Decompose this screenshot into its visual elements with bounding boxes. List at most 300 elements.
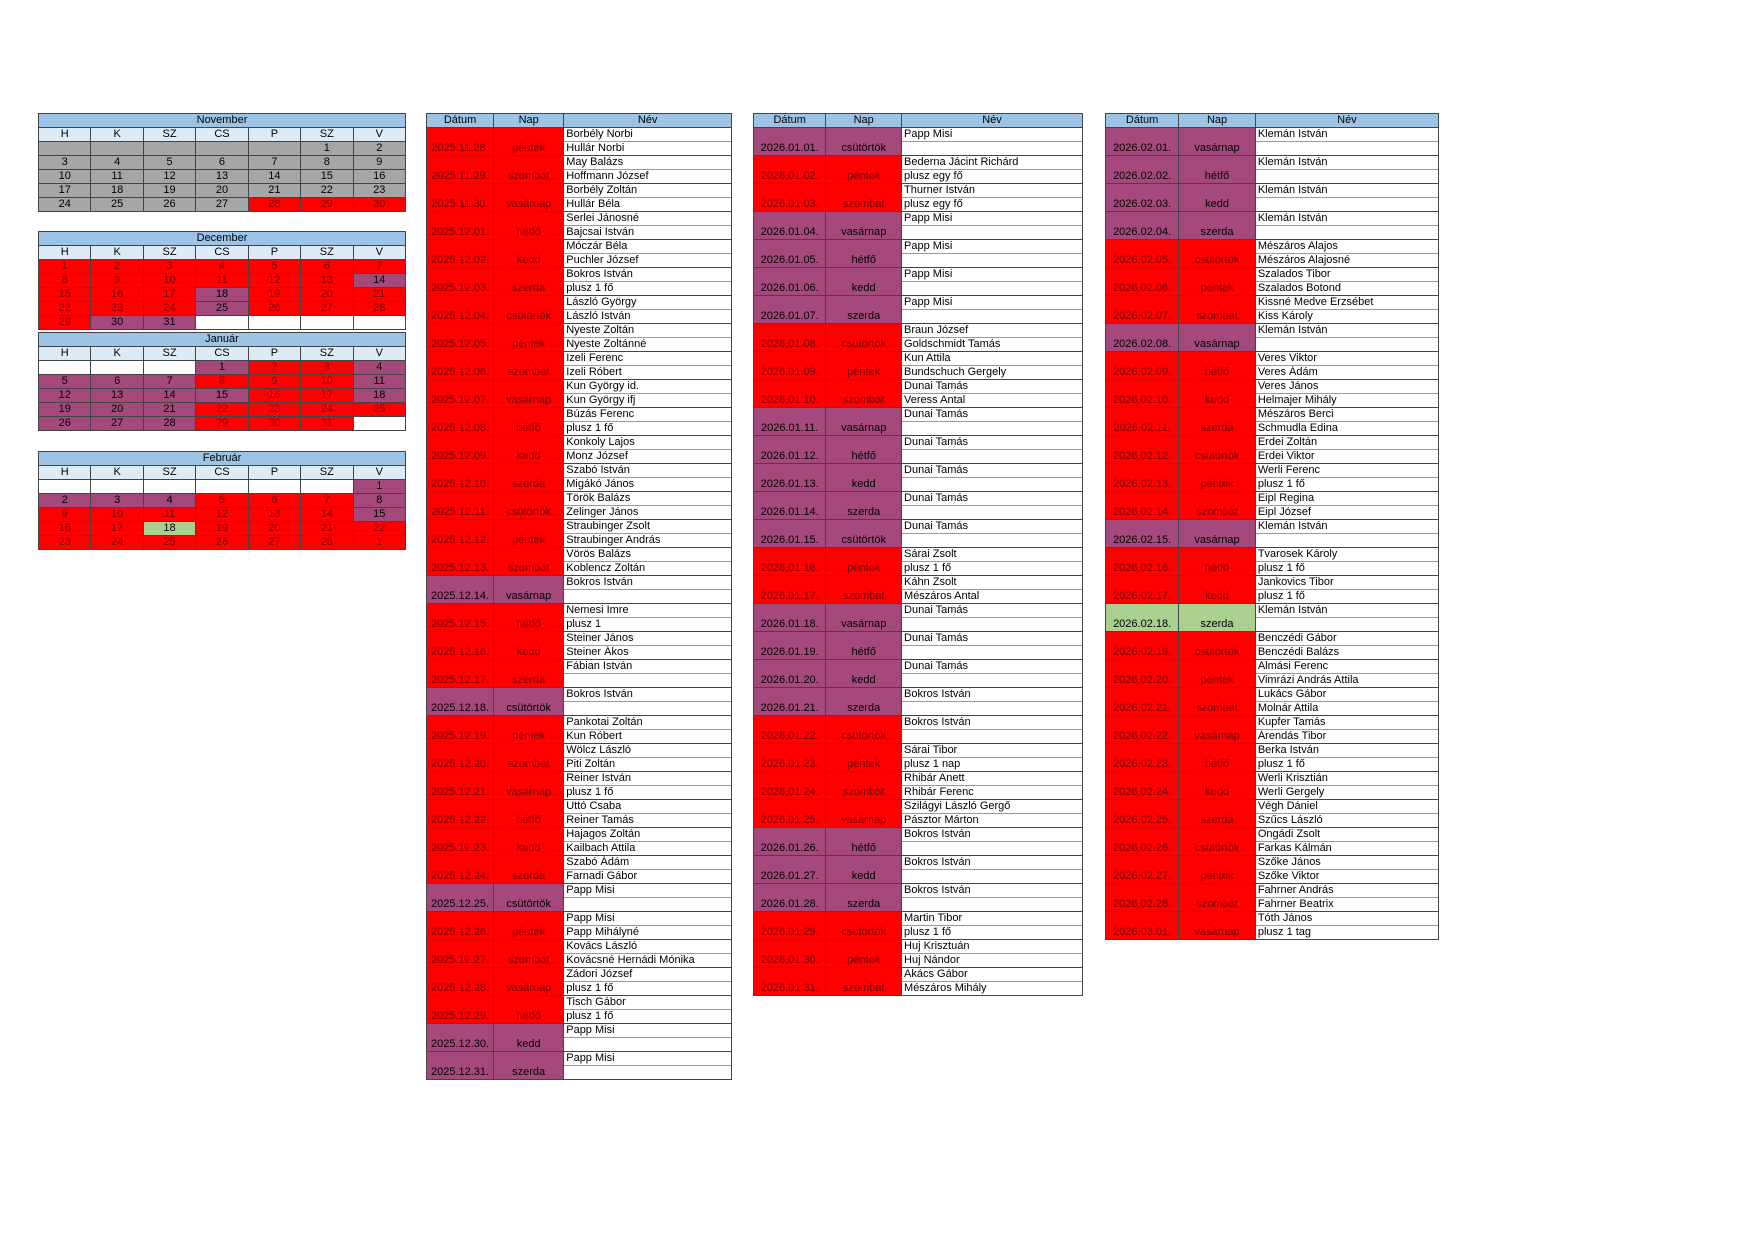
day-cell: péntek (826, 940, 902, 968)
calendar-day-cell: 15 (196, 389, 248, 403)
calendar-day-cell: 17 (39, 184, 91, 198)
calendar-day-cell: 11 (196, 274, 248, 288)
name-cell: plusz 1 fő (1255, 478, 1438, 492)
day-cell: péntek (826, 352, 902, 380)
date-cell: 2026.01.26. (754, 828, 826, 856)
calendar-day-cell: 6 (196, 156, 248, 170)
calendar-day-cell: 14 (143, 389, 195, 403)
name-cell: Werli Ferenc (1255, 464, 1438, 478)
schedule-row (1106, 660, 1439, 674)
calendar-day-cell: 19 (143, 184, 195, 198)
date-cell: 2026.01.12. (754, 436, 826, 464)
day-cell: szombat (826, 184, 902, 212)
calendar-day-cell: 19 (248, 288, 300, 302)
name-cell (1255, 338, 1438, 352)
calendar-month-title: November (39, 114, 406, 128)
schedule-row (754, 324, 1083, 338)
day-cell: csütörtök (494, 492, 564, 520)
date-cell: 2025.12.22. (427, 800, 494, 828)
calendar-month-title: Január (39, 333, 406, 347)
date-cell: 2026.01.03. (754, 184, 826, 212)
name-cell: Papp Mihályné (564, 926, 732, 940)
schedule-row (1106, 520, 1439, 534)
day-cell: péntek (494, 716, 564, 744)
name-cell: Török Balázs (564, 492, 732, 506)
name-cell: Végh Dániel (1255, 800, 1438, 814)
day-cell: hétfő (494, 604, 564, 632)
schedule-row (754, 884, 1083, 898)
schedule-row (1106, 128, 1439, 142)
calendar-week-row (39, 417, 406, 431)
calendar-day-cell (39, 480, 91, 494)
name-cell: Veress Antal (902, 394, 1083, 408)
day-cell: vasárnap (826, 212, 902, 240)
calendar-day-cell (143, 142, 195, 156)
name-cell (902, 254, 1083, 268)
name-cell: plusz 1 fő (902, 562, 1083, 576)
calendar-day-cell: 25 (91, 198, 143, 212)
day-cell: szombat (494, 156, 564, 184)
calendar-day-cell: 18 (143, 522, 195, 536)
name-cell: Móczár Béla (564, 240, 732, 254)
schedule-row (1106, 296, 1439, 310)
name-cell: Benczédi Gábor (1255, 632, 1438, 646)
date-cell: 2025.12.07. (427, 380, 494, 408)
name-cell: Káhn Zsolt (902, 576, 1083, 590)
date-cell: 2026.01.31. (754, 968, 826, 996)
calendar-day-cell: 28 (248, 198, 300, 212)
date-cell: 2026.02.13. (1106, 464, 1179, 492)
day-cell: szerda (826, 296, 902, 324)
schedule-row (1106, 352, 1439, 366)
schedule-row (427, 716, 732, 730)
date-cell: 2025.12.20. (427, 744, 494, 772)
calendar-day-cell: 10 (143, 274, 195, 288)
date-cell: 2026.02.21. (1106, 688, 1179, 716)
date-cell: 2025.11.28. (427, 128, 494, 156)
name-cell (564, 898, 732, 912)
calendar-day-cell: 9 (248, 375, 300, 389)
date-cell: 2026.02.25. (1106, 800, 1179, 828)
weekday-label: V (353, 466, 405, 480)
calendar-week-row (39, 361, 406, 375)
name-cell: Bokros István (902, 688, 1083, 702)
date-cell: 2026.01.27. (754, 856, 826, 884)
day-cell: szombat (826, 968, 902, 996)
name-cell: Kissné Medve Erzsébet (1255, 296, 1438, 310)
day-cell: kedd (494, 436, 564, 464)
name-cell (902, 646, 1083, 660)
calendar-day-cell: 29 (196, 417, 248, 431)
schedule-row (427, 408, 732, 422)
date-cell: 2026.02.15. (1106, 520, 1179, 548)
header-day: Nap (494, 114, 564, 128)
name-cell: Braun József (902, 324, 1083, 338)
name-cell: Goldschmidt Tamás (902, 338, 1083, 352)
calendar-januar (38, 332, 406, 431)
schedule-row (1106, 828, 1439, 842)
name-cell: Monz József (564, 450, 732, 464)
name-cell: Eipl József (1255, 506, 1438, 520)
date-cell: 2026.01.10. (754, 380, 826, 408)
name-cell: Bokros István (564, 576, 732, 590)
calendar-day-cell: 14 (301, 508, 353, 522)
name-cell: Klemán István (1255, 520, 1438, 534)
date-cell: 2025.12.12. (427, 520, 494, 548)
name-cell: Molnár Attila (1255, 702, 1438, 716)
day-cell: vasárnap (1179, 128, 1256, 156)
calendar-week-row (39, 198, 406, 212)
day-cell: csütörtök (826, 324, 902, 352)
calendar-day-cell: 27 (91, 417, 143, 431)
name-cell: Bokros István (902, 716, 1083, 730)
date-cell: 2026.02.17. (1106, 576, 1179, 604)
schedule-row (754, 800, 1083, 814)
date-cell: 2025.12.26. (427, 912, 494, 940)
date-cell: 2026.01.15. (754, 520, 826, 548)
calendar-day-cell (248, 480, 300, 494)
weekday-label: CS (196, 347, 248, 361)
calendar-day-cell: 30 (91, 316, 143, 330)
name-cell: Szőke Viktor (1255, 870, 1438, 884)
calendar-day-cell: 10 (301, 375, 353, 389)
name-cell: Hullár Béla (564, 198, 732, 212)
weekday-label: CS (196, 246, 248, 260)
calendar-day-cell: 30 (248, 417, 300, 431)
name-cell (564, 1038, 732, 1052)
calendar-day-cell: 27 (248, 536, 300, 550)
name-cell: Vörös Balázs (564, 548, 732, 562)
date-cell: 2025.12.15. (427, 604, 494, 632)
date-cell: 2026.01.04. (754, 212, 826, 240)
name-cell: plusz 1 fő (902, 926, 1083, 940)
calendar-day-cell: 13 (196, 170, 248, 184)
name-cell: Serlei Jánosné (564, 212, 732, 226)
name-cell (902, 450, 1083, 464)
name-cell: plusz 1 fő (564, 982, 732, 996)
schedule-row (754, 436, 1083, 450)
weekday-label: P (248, 128, 300, 142)
day-cell: hétfő (826, 436, 902, 464)
name-cell: Klemán István (1255, 324, 1438, 338)
name-cell: Kovács László (564, 940, 732, 954)
name-cell: Jankovics Tibor (1255, 576, 1438, 590)
schedule-row (754, 912, 1083, 926)
name-cell: Ongádi Zsolt (1255, 828, 1438, 842)
day-cell: kedd (826, 660, 902, 688)
name-cell: Sárai Tibor (902, 744, 1083, 758)
name-cell (902, 310, 1083, 324)
name-cell: Dunai Tamás (902, 464, 1083, 478)
name-cell: Wölcz László (564, 744, 732, 758)
date-cell: 2025.12.31. (427, 1052, 494, 1080)
name-cell (902, 898, 1083, 912)
name-cell (902, 226, 1083, 240)
calendar-day-cell: 20 (196, 184, 248, 198)
name-cell (1255, 534, 1438, 548)
date-cell: 2025.12.18. (427, 688, 494, 716)
date-cell: 2025.12.24. (427, 856, 494, 884)
schedule-row (754, 744, 1083, 758)
name-cell: Nyeste Zoltán (564, 324, 732, 338)
calendar-day-cell: 1 (39, 260, 91, 274)
name-cell: Piti Zoltán (564, 758, 732, 772)
date-cell: 2025.12.05. (427, 324, 494, 352)
calendar-day-cell: 7 (353, 260, 405, 274)
name-cell: Erdei Viktor (1255, 450, 1438, 464)
calendar-december (38, 231, 406, 330)
calendar-day-cell (301, 316, 353, 330)
name-cell: Búzás Ferenc (564, 408, 732, 422)
name-cell: Dunai Tamás (902, 520, 1083, 534)
name-cell: Sárai Zsolt (902, 548, 1083, 562)
name-cell: Mészáros Mihály (902, 982, 1083, 996)
name-cell: Benczédi Balázs (1255, 646, 1438, 660)
calendar-day-cell (91, 142, 143, 156)
schedule-row (427, 604, 732, 618)
schedule-row (754, 772, 1083, 786)
schedule-row (427, 856, 732, 870)
weekday-label: P (248, 246, 300, 260)
schedule-row (427, 1052, 732, 1066)
day-cell: szombat (1179, 492, 1256, 520)
schedule-row (1106, 800, 1439, 814)
date-cell: 2026.02.16. (1106, 548, 1179, 576)
name-cell: Dunai Tamás (902, 632, 1083, 646)
day-cell: csütörtök (826, 520, 902, 548)
calendar-day-cell (196, 480, 248, 494)
day-cell: hétfő (826, 240, 902, 268)
date-cell: 2026.01.14. (754, 492, 826, 520)
calendar-day-cell: 22 (353, 522, 405, 536)
day-cell: szombat (494, 744, 564, 772)
schedule-row (1106, 492, 1439, 506)
name-cell: Papp Misi (564, 912, 732, 926)
name-cell: Klemán István (1255, 212, 1438, 226)
date-cell: 2026.01.09. (754, 352, 826, 380)
calendar-day-cell: 22 (39, 302, 91, 316)
date-cell: 2026.02.12. (1106, 436, 1179, 464)
calendar-day-cell: 5 (39, 375, 91, 389)
calendar-day-cell (91, 361, 143, 375)
day-cell: péntek (494, 912, 564, 940)
schedule-row (427, 688, 732, 702)
schedule-row (754, 464, 1083, 478)
schedule-header-row (1106, 114, 1439, 128)
name-cell: Dunai Tamás (902, 492, 1083, 506)
calendar-day-cell: 11 (143, 508, 195, 522)
schedule-row (427, 744, 732, 758)
calendar-day-cell: 17 (301, 389, 353, 403)
name-cell: plusz 1 nap (902, 758, 1083, 772)
calendar-day-cell: 20 (248, 522, 300, 536)
schedule-row (754, 828, 1083, 842)
date-cell: 2026.02.05. (1106, 240, 1179, 268)
weekday-label: SZ (301, 246, 353, 260)
weekday-label: SZ (143, 128, 195, 142)
schedule-row (427, 464, 732, 478)
calendar-day-cell: 6 (91, 375, 143, 389)
name-cell: plusz 1 fő (1255, 758, 1438, 772)
name-cell: Konkoly Lajos (564, 436, 732, 450)
calendar-day-cell (143, 361, 195, 375)
name-cell: Papp Misi (564, 1052, 732, 1066)
calendar-day-cell: 18 (91, 184, 143, 198)
name-cell: plusz egy fő (902, 170, 1083, 184)
name-cell: Erdei Zoltán (1255, 436, 1438, 450)
name-cell: Huj Krisztuán (902, 940, 1083, 954)
calendar-day-cell: 3 (91, 494, 143, 508)
calendar-februar (38, 451, 406, 550)
schedule-row (427, 520, 732, 534)
calendar-day-cell: 23 (353, 184, 405, 198)
schedule-row (1106, 212, 1439, 226)
day-cell: hétfő (1179, 548, 1256, 576)
calendar-day-cell: 10 (91, 508, 143, 522)
date-cell: 2026.02.24. (1106, 772, 1179, 800)
schedule-row (427, 240, 732, 254)
schedule-row (427, 128, 732, 142)
name-cell: Szabó Ádám (564, 856, 732, 870)
schedule-row (427, 352, 732, 366)
calendar-day-cell (353, 417, 405, 431)
date-cell: 2026.01.13. (754, 464, 826, 492)
name-cell: plusz 1 fő (564, 786, 732, 800)
name-cell (902, 618, 1083, 632)
day-cell: szombat (494, 940, 564, 968)
calendar-day-cell: 13 (248, 508, 300, 522)
calendar-day-cell: 13 (91, 389, 143, 403)
calendar-week-row (39, 302, 406, 316)
calendar-day-cell: 8 (353, 494, 405, 508)
schedule-row (427, 996, 732, 1010)
schedule-row (1106, 744, 1439, 758)
date-cell: 2026.02.26. (1106, 828, 1179, 856)
calendar-weekday-row (39, 246, 406, 260)
schedule-row (754, 296, 1083, 310)
schedule-row (1106, 436, 1439, 450)
day-cell: vasárnap (494, 772, 564, 800)
calendar-day-cell (39, 361, 91, 375)
date-cell: 2025.12.28. (427, 968, 494, 996)
name-cell: Mészáros Antal (902, 590, 1083, 604)
calendar-day-cell: 2 (353, 142, 405, 156)
date-cell: 2025.11.30. (427, 184, 494, 212)
calendar-day-cell: 31 (301, 417, 353, 431)
weekday-label: K (91, 347, 143, 361)
date-cell: 2025.12.13. (427, 548, 494, 576)
schedule-row (754, 184, 1083, 198)
schedule-row (1106, 576, 1439, 590)
name-cell: Thurner István (902, 184, 1083, 198)
schedule-row (1106, 380, 1439, 394)
name-cell: Koblencz Zoltán (564, 562, 732, 576)
name-cell: Kiss Károly (1255, 310, 1438, 324)
schedule-row (754, 632, 1083, 646)
name-cell: Bokros István (564, 268, 732, 282)
day-cell: szerda (1179, 604, 1256, 632)
name-cell: Martin Tibor (902, 912, 1083, 926)
calendar-day-cell: 1 (301, 142, 353, 156)
schedule-row (754, 268, 1083, 282)
schedule-row (754, 688, 1083, 702)
schedule-row (1106, 912, 1439, 926)
name-cell: Szőke János (1255, 856, 1438, 870)
calendar-week-row (39, 274, 406, 288)
day-cell: kedd (1179, 380, 1256, 408)
day-cell: hétfő (494, 800, 564, 828)
schedule-row (427, 828, 732, 842)
schedule-row (1106, 184, 1439, 198)
day-cell: csütörtök (1179, 436, 1256, 464)
day-cell: vasárnap (494, 380, 564, 408)
name-cell: Bajcsai István (564, 226, 732, 240)
calendar-week-row (39, 142, 406, 156)
name-cell (902, 674, 1083, 688)
name-cell: Fahrner András (1255, 884, 1438, 898)
calendar-weekday-row (39, 128, 406, 142)
schedule-row (754, 492, 1083, 506)
name-cell: Eipl Regina (1255, 492, 1438, 506)
day-cell: szerda (826, 884, 902, 912)
calendar-day-cell: 12 (39, 389, 91, 403)
name-cell: Migákó János (564, 478, 732, 492)
schedule-row (754, 548, 1083, 562)
calendar-day-cell: 26 (39, 417, 91, 431)
schedule-row (1106, 688, 1439, 702)
calendar-day-cell: 1 (353, 536, 405, 550)
name-cell: Reiner Tamás (564, 814, 732, 828)
date-cell: 2025.12.02. (427, 240, 494, 268)
calendar-day-cell: 14 (248, 170, 300, 184)
calendar-day-cell: 19 (39, 403, 91, 417)
name-cell: Papp Misi (902, 296, 1083, 310)
date-cell: 2026.02.10. (1106, 380, 1179, 408)
day-cell: kedd (1179, 184, 1256, 212)
day-cell: csütörtök (826, 912, 902, 940)
schedule-row (427, 940, 732, 954)
day-cell: péntek (494, 324, 564, 352)
schedule-row (1106, 548, 1439, 562)
schedule-row (754, 660, 1083, 674)
day-cell: szombat (1179, 688, 1256, 716)
name-cell (902, 702, 1083, 716)
day-cell: péntek (1179, 856, 1256, 884)
schedule-row (427, 436, 732, 450)
day-cell: vasárnap (1179, 716, 1256, 744)
calendar-day-cell: 4 (196, 260, 248, 274)
schedule-row (1106, 604, 1439, 618)
name-cell: Klemán István (1255, 156, 1438, 170)
day-cell: vasárnap (1179, 912, 1256, 940)
name-cell: Almási Ferenc (1255, 660, 1438, 674)
calendar-week-row (39, 260, 406, 274)
date-cell: 2025.12.17. (427, 660, 494, 688)
name-cell: Mészáros Alajos (1255, 240, 1438, 254)
day-cell: vasárnap (1179, 324, 1256, 352)
date-cell: 2026.01.28. (754, 884, 826, 912)
name-cell: Nyeste Zoltánné (564, 338, 732, 352)
calendar-day-cell: 8 (39, 274, 91, 288)
calendar-day-cell (248, 142, 300, 156)
calendar-november (38, 113, 406, 212)
calendar-day-cell: 25 (143, 536, 195, 550)
calendar-week-row (39, 522, 406, 536)
schedule-row (1106, 464, 1439, 478)
schedule-row (1106, 240, 1439, 254)
calendar-week-row (39, 316, 406, 330)
date-cell: 2026.02.07. (1106, 296, 1179, 324)
